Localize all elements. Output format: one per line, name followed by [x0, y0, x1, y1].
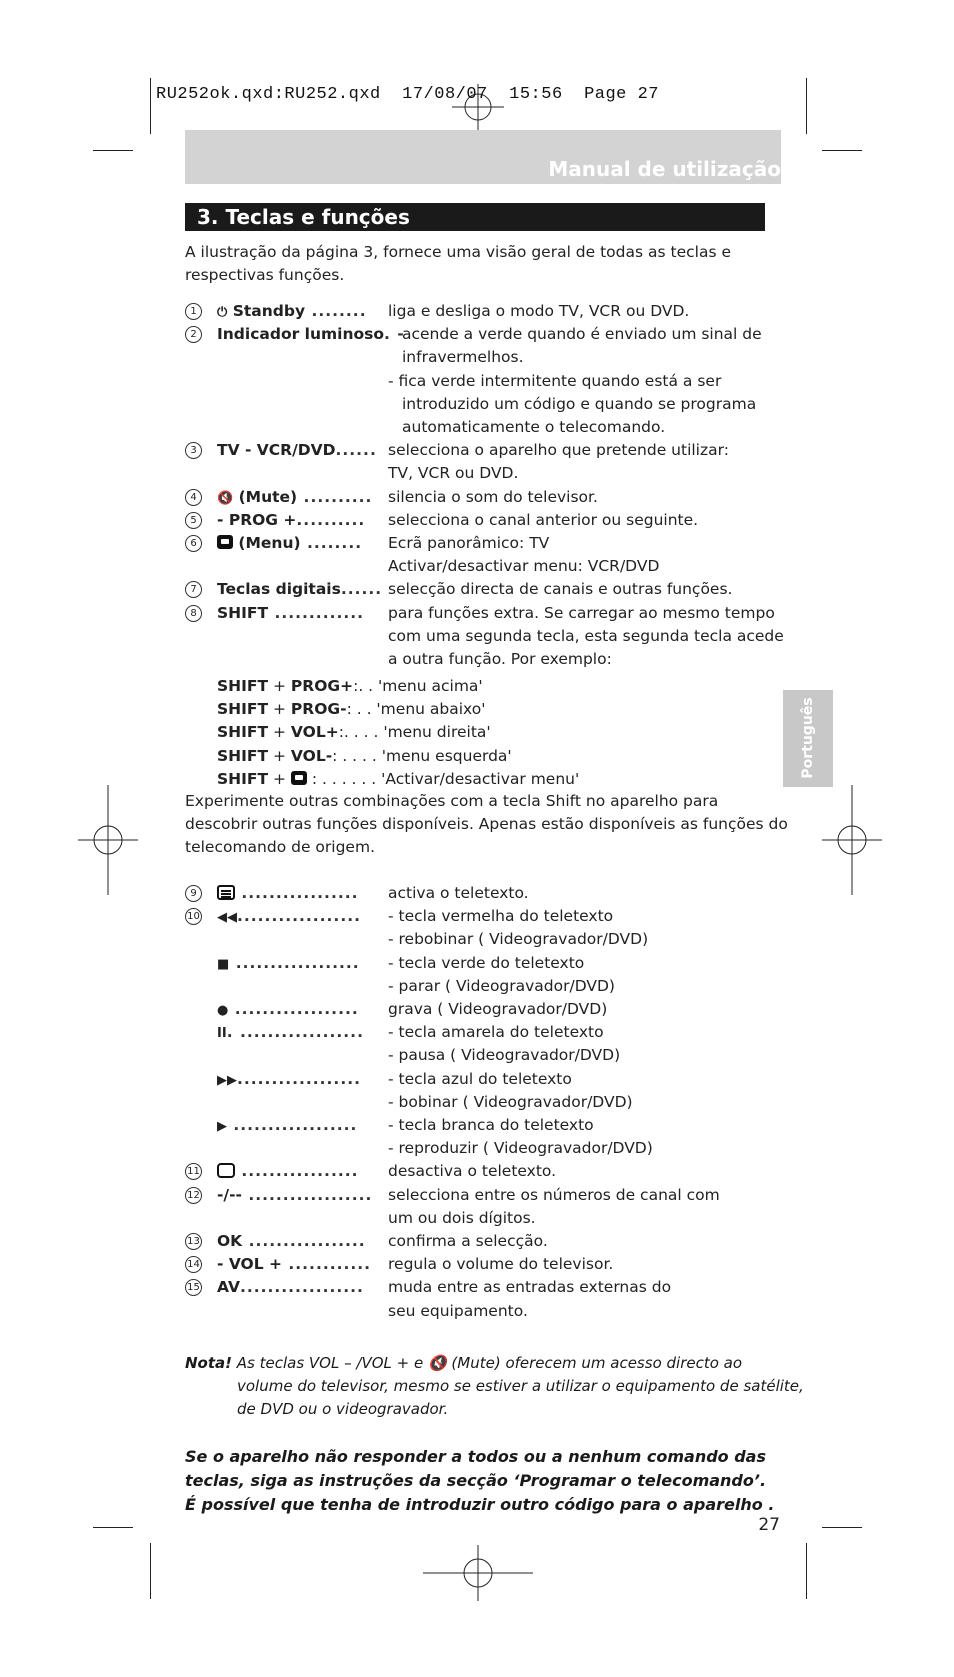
shift-combo	[217, 768, 579, 791]
key-description: - rebobinar ( Videogravador/DVD)	[388, 930, 649, 949]
key-label	[217, 578, 382, 601]
key-description: um ou dois dígitos.	[388, 1208, 536, 1227]
key-description: infravermelhos.	[402, 348, 524, 367]
key-number: 7	[185, 581, 202, 598]
key-dots: . ..................	[226, 1023, 364, 1042]
page-number: 27	[758, 1515, 780, 1535]
key-description: introduzido um código e quando se programa	[402, 394, 757, 413]
crop-mark	[93, 1527, 133, 1528]
key-label	[217, 1114, 357, 1138]
key-number: 6	[185, 535, 202, 552]
plus-sign: +	[268, 677, 291, 695]
teletext-off-icon	[217, 1163, 235, 1178]
key-description: selecção directa de canais e outras funções.	[388, 580, 733, 599]
key-name: (Menu)	[238, 534, 301, 552]
combo-key: VOL+	[290, 723, 339, 742]
shift-key: SHIFT	[217, 723, 269, 742]
key-description: silencia o som do televisor.	[388, 487, 598, 506]
key-number: 9	[185, 885, 202, 902]
key-dots: ..........	[297, 487, 373, 506]
warning-line: Se o aparelho não responder a todos ou a nenhum comando das	[185, 1447, 766, 1466]
key-name: - VOL +	[217, 1255, 282, 1274]
key-number: 13	[185, 1233, 202, 1250]
key-label	[217, 952, 360, 976]
key-name: Standby	[232, 302, 306, 320]
key-description: - parar ( Videogravador/DVD)	[388, 976, 615, 995]
key-label	[217, 998, 359, 1022]
key-number: 2	[185, 326, 202, 343]
section-title: 3. Teclas e funções	[197, 205, 410, 229]
crop-mark	[822, 1527, 862, 1528]
shift-combo	[217, 745, 512, 768]
key-description: muda entre as entradas externas do	[388, 1278, 672, 1297]
key-name: TV - VCR/DVD	[217, 441, 336, 460]
note-line: As teclas VOL – /VOL + e 🔇 (Mute) oferecem um acesso directo ao	[236, 1354, 743, 1372]
stop-icon: ■	[217, 956, 230, 972]
key-label	[217, 1160, 359, 1183]
key-description: - tecla vermelha do teletexto	[388, 907, 614, 926]
mute-icon: 🔇	[217, 490, 234, 506]
key-label	[217, 300, 367, 324]
key-dots: ..................	[227, 1116, 358, 1134]
note-line: de DVD ou o videogravador.	[237, 1400, 449, 1418]
crop-mark	[150, 1543, 151, 1599]
key-number: 15	[185, 1279, 202, 1296]
key-dots: ............	[282, 1255, 372, 1274]
registration-mark-bottom	[423, 1545, 533, 1601]
plus-sign: +	[268, 700, 291, 719]
key-description: confirma a selecção.	[388, 1232, 548, 1250]
key-label	[217, 532, 362, 555]
key-label	[217, 509, 365, 532]
key-name: -/--	[217, 1185, 242, 1204]
combo-key: PROG-	[290, 700, 347, 719]
key-description: - pausa ( Videogravador/DVD)	[388, 1046, 621, 1065]
key-number: 14	[185, 1256, 202, 1273]
key-description: regula o volume do televisor.	[388, 1255, 614, 1274]
key-dots: ........	[305, 302, 367, 320]
key-number: 8	[185, 605, 202, 622]
shift-combo	[217, 721, 491, 744]
key-label	[217, 439, 377, 462]
key-number: 5	[185, 512, 202, 529]
warning-line: teclas, siga as instruções da secção ‘Programar o telecomando’.	[185, 1471, 767, 1490]
shift-key: SHIFT	[217, 746, 269, 765]
print-slug: RU252ok.qxd:RU252.qxd 17/08/07 15:56 Page 27	[156, 85, 659, 104]
key-name: Teclas digitais	[217, 580, 341, 599]
plus-sign: +	[268, 723, 291, 742]
power-icon: ⏻	[217, 305, 228, 320]
intro-line: A ilustração da página 3, fornece uma visão geral de todas as teclas e	[185, 243, 731, 261]
key-description: activa o teletexto.	[388, 884, 529, 902]
key-dots: . -	[384, 325, 405, 344]
key-dots: .................	[242, 1232, 366, 1250]
key-label	[217, 1276, 364, 1299]
key-dots: .............	[268, 603, 365, 622]
key-description: grava ( Videogravador/DVD)	[388, 1000, 608, 1018]
combo-action: : . . . . 'menu esquerda'	[332, 746, 512, 765]
shift-key: SHIFT	[217, 700, 269, 719]
key-description: TV, VCR ou DVD.	[388, 464, 519, 483]
key-description: desactiva o teletexto.	[388, 1162, 557, 1181]
key-description: seu equipamento.	[388, 1301, 528, 1320]
key-description: com uma segunda tecla, esta segunda tecla acede	[388, 626, 784, 645]
key-number: 3	[185, 442, 202, 459]
rewind-icon: ◀◀	[217, 910, 237, 926]
key-dots: ......	[340, 580, 383, 599]
key-label	[217, 486, 372, 510]
shift-note-line: Experimente outras combinações com a tecla Shift no aparelho para	[185, 792, 719, 810]
registration-mark-left	[78, 785, 138, 895]
warning-line: É possível que tenha de introduzir outro código para o aparelho .	[185, 1495, 775, 1514]
registration-mark-right	[822, 785, 882, 895]
combo-key: PROG+	[290, 677, 354, 695]
crop-mark	[806, 1543, 807, 1599]
key-dots: ........	[300, 534, 363, 552]
key-label	[217, 1230, 366, 1253]
key-dots: ......	[335, 441, 377, 460]
combo-key: VOL-	[290, 746, 333, 765]
key-description: para funções extra. Se carregar ao mesmo tempo	[388, 603, 775, 622]
key-description: - tecla verde do teletexto	[388, 953, 585, 972]
language-tab-label: Português	[800, 697, 816, 779]
shift-note-line: descobrir outras funções disponíveis. Apenas estão disponíveis as funções do	[185, 815, 788, 833]
key-description: - fica verde intermitente quando está a ser	[388, 371, 722, 390]
key-description: - tecla branca do teletexto	[388, 1116, 594, 1134]
tv-menu-icon	[217, 535, 233, 549]
key-number: 4	[185, 489, 202, 506]
key-description: selecciona entre os números de canal com	[388, 1185, 720, 1204]
key-label	[217, 1184, 372, 1207]
key-description: selecciona o canal anterior ou seguinte.	[388, 510, 699, 529]
combo-action: :. . 'menu acima'	[353, 677, 483, 695]
key-name: AV	[217, 1278, 240, 1297]
crop-mark	[93, 150, 133, 151]
shift-key: SHIFT	[217, 769, 269, 788]
key-name: Indicador luminoso	[217, 325, 385, 344]
key-description: automaticamente o telecomando.	[402, 418, 666, 436]
key-dots: ..................	[239, 1278, 364, 1297]
key-description: - bobinar ( Videogravador/DVD)	[388, 1092, 633, 1111]
combo-action: : . . . . . . 'Activar/desactivar menu'	[306, 769, 580, 788]
key-dots: ..................	[241, 1185, 373, 1204]
key-description: selecciona o aparelho que pretende utilizar:	[388, 441, 729, 460]
key-description: - reproduzir ( Videogravador/DVD)	[388, 1139, 653, 1158]
record-icon: ●	[217, 1003, 229, 1018]
key-label	[217, 1021, 364, 1045]
pause-icon: II	[217, 1026, 227, 1042]
key-label	[217, 1253, 371, 1276]
key-dots: ..................	[229, 953, 360, 972]
note-line: volume do televisor, mesmo se estiver a utilizar o equipamento de satélite,	[237, 1377, 804, 1395]
header-title: Manual de utilização	[548, 157, 781, 181]
tv-menu-icon	[291, 771, 307, 785]
key-dots: ..................	[228, 1000, 359, 1018]
key-name: (Mute)	[238, 487, 298, 506]
note-label: Nota!	[185, 1354, 232, 1372]
key-description: - tecla amarela do teletexto	[388, 1023, 604, 1042]
key-number: 10	[185, 908, 202, 925]
key-description: - tecla azul do teletexto	[388, 1069, 572, 1088]
teletext-icon	[217, 885, 235, 900]
key-dots: .................	[235, 884, 359, 902]
combo-action: :. . . . 'menu direita'	[338, 723, 491, 742]
shift-combo	[217, 698, 485, 721]
combo-action: : . . 'menu abaixo'	[346, 700, 486, 719]
key-number: 12	[185, 1187, 202, 1204]
play-icon: ▶	[217, 1119, 227, 1134]
fast-forward-icon: ▶▶	[217, 1072, 237, 1088]
key-number: 11	[185, 1163, 202, 1180]
key-dots: ..........	[296, 510, 366, 529]
note	[185, 1352, 742, 1375]
key-label	[217, 323, 405, 346]
key-name: - PROG +	[217, 510, 297, 529]
key-dots: ..................	[237, 1069, 361, 1088]
key-label	[217, 602, 364, 625]
plus-sign: +	[268, 769, 291, 788]
key-description: a outra função. Por exemplo:	[388, 650, 612, 668]
key-name: OK	[217, 1232, 243, 1250]
intro-line: respectivas funções.	[185, 266, 345, 284]
plus-sign: +	[268, 746, 291, 765]
shift-combo	[217, 675, 483, 698]
crop-mark	[806, 78, 807, 134]
key-dots: ..................	[237, 907, 361, 926]
key-label	[217, 1068, 361, 1092]
key-description: acende a verde quando é enviado um sinal de	[402, 325, 762, 344]
key-name: SHIFT	[217, 603, 269, 622]
key-label	[217, 905, 361, 929]
key-dots: .................	[235, 1162, 359, 1181]
crop-mark	[822, 150, 862, 151]
shift-note-line: telecomando de origem.	[185, 838, 375, 856]
key-description: Ecrã panorâmico: TV	[388, 534, 550, 552]
key-label	[217, 882, 359, 905]
crop-mark	[150, 78, 151, 134]
shift-key: SHIFT	[217, 677, 269, 695]
key-description: liga e desliga o modo TV, VCR ou DVD.	[388, 302, 690, 320]
key-description: Activar/desactivar menu: VCR/DVD	[388, 557, 660, 576]
key-number: 1	[185, 303, 202, 320]
